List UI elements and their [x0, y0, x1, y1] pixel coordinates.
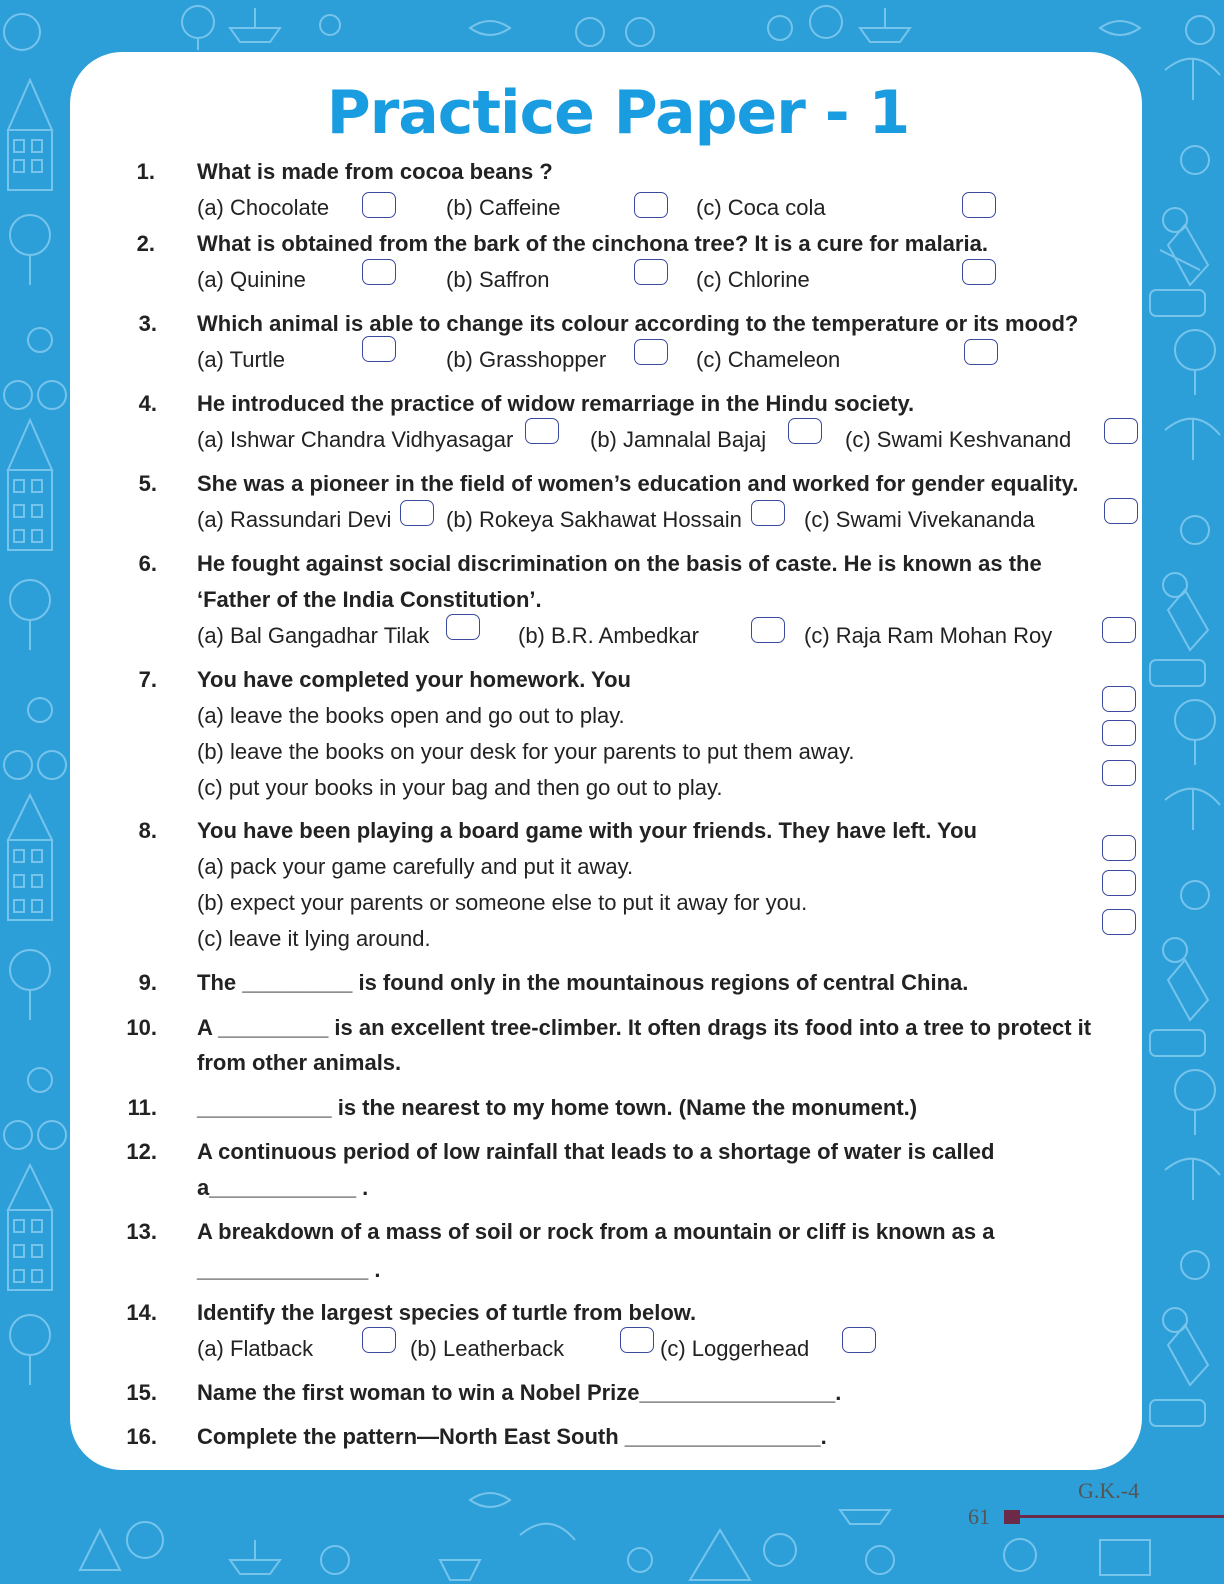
question-text: Which animal is able to change its colour according to the temperature or its mood? [197, 311, 1079, 336]
option-a: (a) Ishwar Chandra Vidhyasagar [197, 427, 514, 452]
question-number: 10. [126, 1015, 157, 1040]
subject-label: G.K.-4 [1078, 1478, 1140, 1503]
option-a: (a) pack your game carefully and put it away. [197, 854, 634, 879]
question-text-continued: ______________ . [197, 1257, 381, 1282]
question-number: 14. [126, 1300, 157, 1325]
page-number: 61 [968, 1504, 990, 1529]
answer-checkbox[interactable] [620, 1327, 654, 1353]
option-c: (c) Swami Vivekananda [804, 507, 1035, 532]
question-text-continued: a____________ . [197, 1175, 369, 1200]
answer-checkbox[interactable] [1102, 835, 1136, 861]
answer-checkbox[interactable] [842, 1327, 876, 1353]
question-text: Name the first woman to win a Nobel Prize________________. [197, 1380, 842, 1405]
option-b: (b) Jamnalal Bajaj [590, 427, 767, 452]
answer-checkbox[interactable] [1102, 870, 1136, 896]
option-b: (b) Grasshopper [446, 347, 607, 372]
option-b: (b) expect your parents or someone else to put it away for you. [197, 890, 808, 915]
question-text: The _________ is found only in the mountainous regions of central China. [197, 970, 969, 995]
option-c: (c) Raja Ram Mohan Roy [804, 623, 1053, 648]
question-number: 6. [138, 551, 157, 576]
answer-checkbox[interactable] [362, 192, 396, 218]
answer-checkbox[interactable] [525, 418, 559, 444]
answer-checkbox[interactable] [962, 259, 996, 285]
option-c: (c) Loggerhead [660, 1336, 810, 1361]
option-a: (a) Turtle [197, 347, 286, 372]
option-c: (c) leave it lying around. [197, 926, 431, 951]
option-b: (b) Saffron [446, 267, 550, 292]
option-b: (b) B.R. Ambedkar [518, 623, 699, 648]
question-text: A continuous period of low rainfall that leads to a shortage of water is called [197, 1139, 995, 1164]
option-a: (a) Quinine [197, 267, 306, 292]
answer-checkbox[interactable] [634, 259, 668, 285]
answer-checkbox[interactable] [1102, 720, 1136, 746]
question-text: She was a pioneer in the field of women’s education and worked for gender equality. [197, 471, 1079, 496]
question-number: 12. [126, 1139, 157, 1164]
answer-checkbox[interactable] [400, 500, 434, 526]
option-a: (a) Rassundari Devi [197, 507, 392, 532]
question-text: He fought against social discrimination on the basis of caste. He is known as the [197, 551, 1042, 576]
answer-checkbox[interactable] [1104, 418, 1138, 444]
question-text: Identify the largest species of turtle from below. [197, 1300, 697, 1325]
answer-checkbox[interactable] [751, 617, 785, 643]
question-number: 16. [126, 1424, 157, 1449]
answer-checkbox[interactable] [362, 259, 396, 285]
question-number: 13. [126, 1219, 157, 1244]
question-number: 8. [138, 818, 157, 843]
option-c: (c) Coca cola [696, 195, 826, 220]
question-text-continued: from other animals. [197, 1050, 402, 1075]
option-a: (a) Chocolate [197, 195, 330, 220]
option-a: (a) Bal Gangadhar Tilak [197, 623, 430, 648]
question-text: You have been playing a board game with your friends. They have left. You [197, 818, 977, 843]
answer-checkbox[interactable] [446, 614, 480, 640]
question-text: A _________ is an excellent tree-climber. It often drags its food into a tree to protect it [197, 1015, 1092, 1040]
answer-checkbox[interactable] [964, 339, 998, 365]
footer-marker [1004, 1510, 1020, 1524]
answer-checkbox[interactable] [634, 339, 668, 365]
answer-checkbox[interactable] [1102, 909, 1136, 935]
option-c: (c) Chlorine [696, 267, 810, 292]
question-text: What is made from cocoa beans ? [197, 159, 553, 184]
option-a: (a) leave the books open and go out to play. [197, 703, 625, 728]
question-text: Complete the pattern—North East South ________________. [197, 1424, 827, 1449]
option-c: (c) put your books in your bag and then go out to play. [197, 775, 723, 800]
question-number: 7. [138, 667, 157, 692]
question-text: You have completed your homework. You [197, 667, 631, 692]
answer-checkbox[interactable] [634, 192, 668, 218]
answer-checkbox[interactable] [1104, 498, 1138, 524]
option-c: (c) Swami Keshvanand [845, 427, 1072, 452]
option-b: (b) leave the books on your desk for your parents to put them away. [197, 739, 855, 764]
question-number: 9. [138, 970, 157, 995]
answer-checkbox[interactable] [788, 418, 822, 444]
answer-checkbox[interactable] [362, 1327, 396, 1353]
question-text: He introduced the practice of widow remarriage in the Hindu society. [197, 391, 915, 416]
answer-checkbox[interactable] [1102, 760, 1136, 786]
option-c: (c) Chameleon [696, 347, 841, 372]
option-b: (b) Caffeine [446, 195, 561, 220]
footer-rule [1020, 1515, 1224, 1518]
question-number: 2. [136, 231, 155, 256]
answer-checkbox[interactable] [362, 336, 396, 362]
answer-checkbox[interactable] [1102, 686, 1136, 712]
question-text: What is obtained from the bark of the cinchona tree? It is a cure for malaria. [197, 231, 988, 256]
question-number: 15. [126, 1380, 157, 1405]
option-b: (b) Rokeya Sakhawat Hossain [446, 507, 742, 532]
answer-checkbox[interactable] [751, 500, 785, 526]
option-a: (a) Flatback [197, 1336, 314, 1361]
option-b: (b) Leatherback [410, 1336, 565, 1361]
question-number: 5. [138, 471, 157, 496]
question-text-continued: ‘Father of the India Constitution’. [197, 587, 542, 612]
question-number: 4. [138, 391, 157, 416]
page-title: Practice Paper - 1 [326, 78, 910, 148]
answer-checkbox[interactable] [1102, 617, 1136, 643]
question-text: A breakdown of a mass of soil or rock from a mountain or cliff is known as a [197, 1219, 995, 1244]
answer-checkbox[interactable] [962, 192, 996, 218]
question-number: 1. [136, 159, 155, 184]
question-text: ___________ is the nearest to my home town. (Name the monument.) [197, 1095, 918, 1120]
question-number: 11. [127, 1095, 157, 1120]
question-number: 3. [138, 311, 157, 336]
